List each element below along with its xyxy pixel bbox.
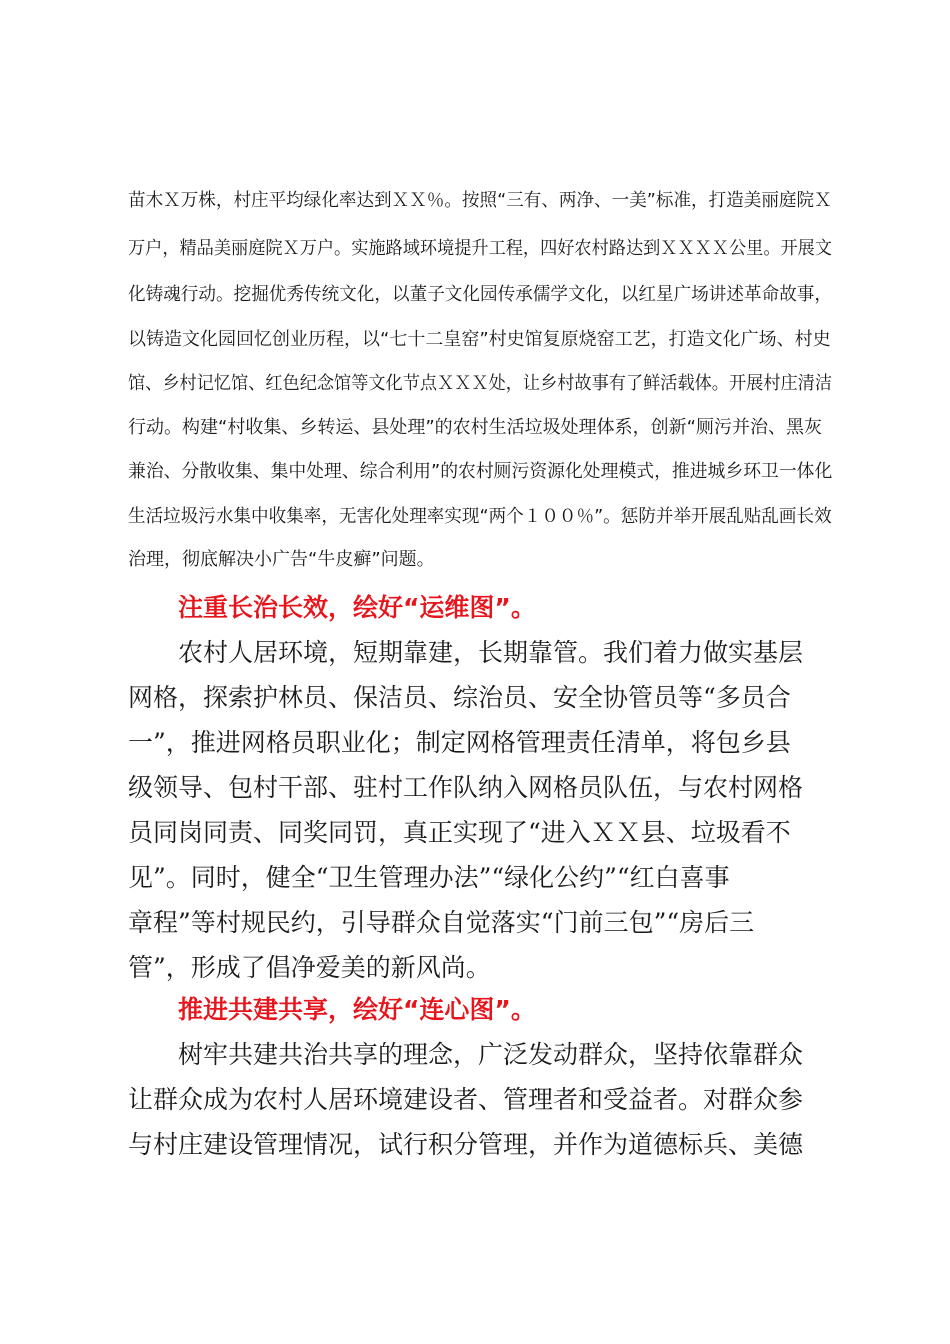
paragraph-line: 管”，形成了倡净爱美的新风尚。	[128, 953, 491, 982]
paragraph-line: 让群众成为农村人居环境建设者、管理者和受益者。对群众参	[128, 1085, 804, 1114]
section-heading: 推进共建共享，绘好“连心图”。	[178, 995, 536, 1024]
paragraph-line: 馆、乡村记忆馆、红色纪念馆等文化节点ＸＸＸ处，让乡村故事有了鲜活载体。开展村庄清洁	[128, 373, 832, 394]
paragraph-line: 与村庄建设管理情况，试行积分管理，并作为道德标兵、美德	[128, 1130, 804, 1159]
paragraph-line: 农村人居环境，短期靠建，长期靠管。我们着力做实基层	[178, 638, 804, 667]
paragraph-line: 章程”等村规民约，引导群众自觉落实“门前三包”“房后三	[128, 908, 755, 937]
paragraph-line: 治理，彻底解决小广告“牛皮癣”问题。	[128, 549, 435, 570]
section-heading: 注重长治长效，绘好“运维图”。	[178, 593, 536, 622]
paragraph-line: 树牢共建共治共享的理念，广泛发动群众，坚持依靠群众	[178, 1040, 804, 1069]
paragraph-line: 见”。同时，健全“卫生管理办法”“绿化公约”“红白喜事	[128, 863, 730, 892]
paragraph-line: 网格，探索护林员、保洁员、综治员、安全协管员等“多员合	[128, 683, 791, 712]
paragraph-line: 苗木Ｘ万株，村庄平均绿化率达到ＸＸ％。按照“三有、两净、一美”标准，打造美丽庭院Ｘ	[128, 190, 832, 211]
paragraph-line: 行动。构建“村收集、乡转运、县处理”的农村生活垃圾处理体系，创新“厕污并治、黑灰	[128, 417, 822, 438]
paragraph-line: 以铸造文化园回忆创业历程，以“七十二皇窑”村史馆复原烧窑工艺，打造文化广场、村史	[128, 329, 831, 350]
paragraph-line: 一”，推进网格员职业化；制定网格管理责任清单，将包乡县	[128, 728, 791, 757]
paragraph-line: 生活垃圾污水集中收集率，无害化处理率实现“两个１００％”。惩防并举开展乱贴乱画长效	[128, 506, 832, 527]
paragraph-line: 级领导、包村干部、驻村工作队纳入网格员队伍，与农村网格	[128, 773, 804, 802]
paragraph-line: 化铸魂行动。挖掘优秀传统文化，以董子文化园传承儒学文化，以红星广场讲述革命故事，	[128, 284, 832, 305]
paragraph-line: 员同岗同责、同奖同罚，真正实现了“进入ＸＸ县、垃圾看不	[128, 818, 791, 847]
paragraph-line: 万户，精品美丽庭院Ｘ万户。实施路域环境提升工程，四好农村路达到ＸＸＸＸ公里。开展文	[128, 238, 832, 259]
paragraph-line: 兼治、分散收集、集中处理、综合利用”的农村厕污资源化处理模式，推进城乡环卫一体化	[128, 461, 833, 482]
